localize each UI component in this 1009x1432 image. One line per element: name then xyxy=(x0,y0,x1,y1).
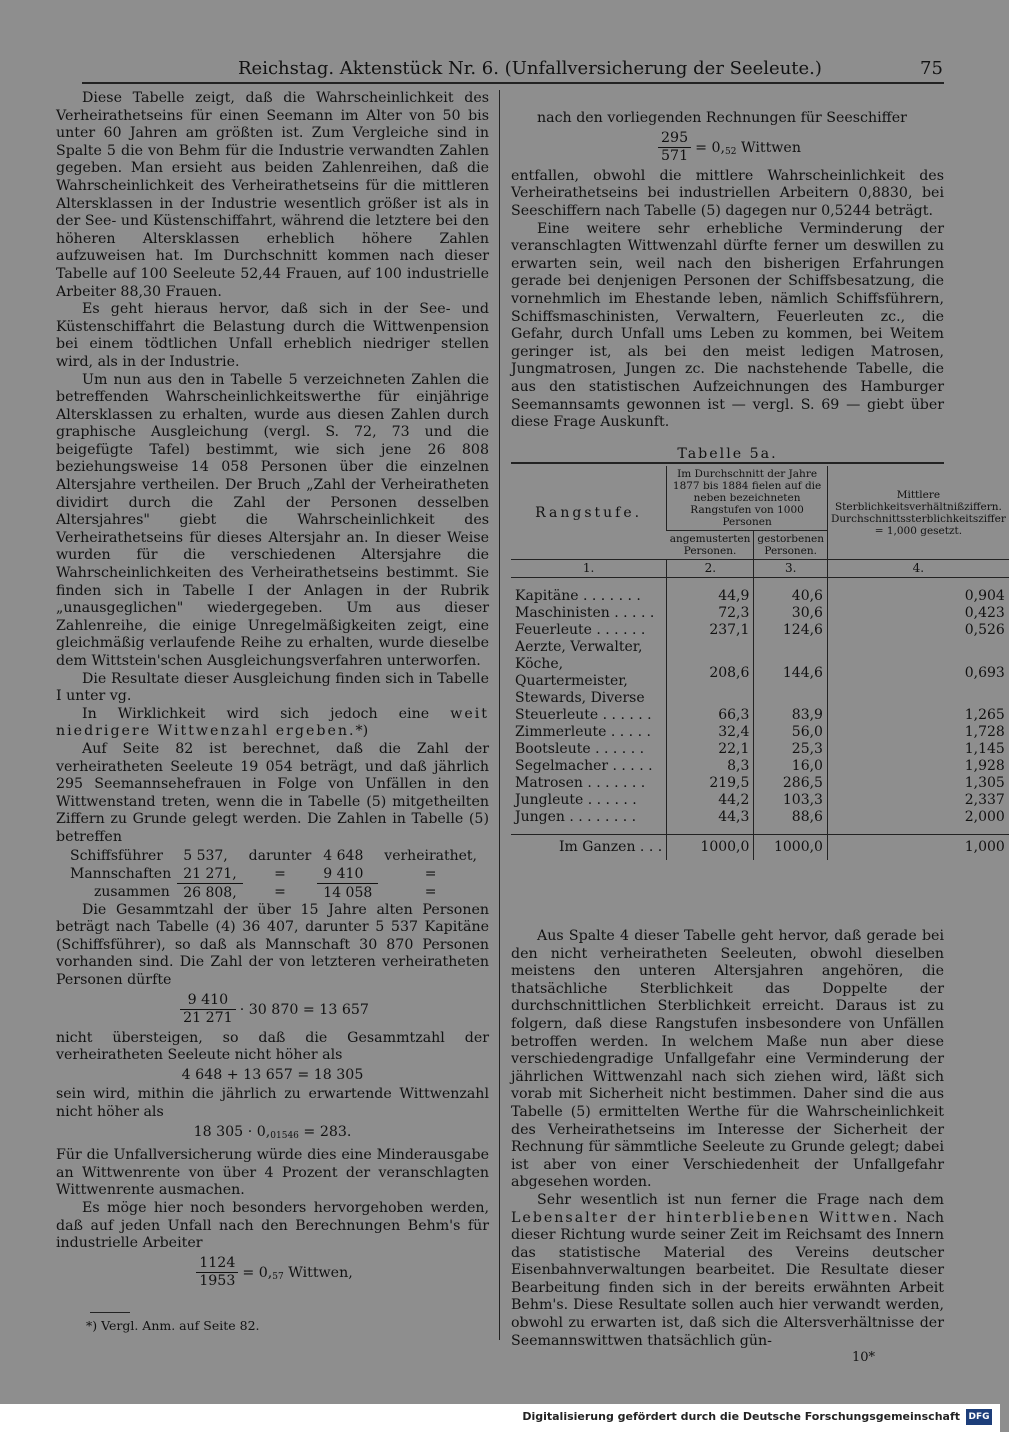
table-row: Jungleute . . . . . . xyxy=(515,792,637,808)
paragraph: Es geht hieraus hervor, daß sich in der See- und Küstenschiffahrt die Belastung durch die Wittwenpension bei einem tödtlichen Unfall erheblich niedriger stellen wird, als in der Industrie. xyxy=(56,301,489,370)
right-column-top xyxy=(511,110,944,463)
right-column-bottom xyxy=(511,928,944,1350)
table-row: Jungen . . . . . . . . xyxy=(515,809,637,825)
table-row: Bootsleute . . . . . . xyxy=(515,741,645,757)
paragraph: Um nun aus den in Tabelle 5 verzeichneten Zahlen die betreffenden Wahrscheinlichkeitswerthe für einjährige Altersklassen zu erhalten, wurde aus diesen Zahlen durch graphische Ausgleichung (vergl. S. 72, 73 und die beigefügte Tafel) bestimmt, wie sich jene 26 808 beziehungsweise 14 058 Personen über die einzelnen Altersjahre vertheilen. Der Bruch „Zahl der Verheiratheten dividirt durch die Zahl der Personen desselben Altersjahres" giebt die Wahrscheinlichkeit des Verheirathetseins für dieses Altersjahr an. In dieser Weise wurden für die verschiedenen Altersjahre die Wahrscheinlichkeiten des Verheirathetseins bestimmt. Sie finden sich in Tabelle I der Anlagen in der Rubrik „unausgeglichen" wiedergegeben. Um aus dieser Zahlenreihe, die einige Unregelmäßigkeiten zeigt, eine gleichmäßig verlaufende Reihe zu erhalten, wurde dieselbe dem Wittstein'schen Ausgleichungsverfahren unterworfen. xyxy=(56,371,489,669)
table-row: Segelmacher . . . . . xyxy=(515,758,653,774)
page-number: 75 xyxy=(920,58,943,79)
table-top-rule xyxy=(511,462,944,464)
paragraph: Auf Seite 82 ist berechnet, daß die Zahl der verheiratheten Seeleute 19 054 beträgt, und daß jährlich 295 Seemannsehefrauen in Folge von Unfällen in den Wittwenstand treten, wenn die in Tabelle (5) mitgetheilten Ziffern zu Grunde gelegt werden. Die Zahlen in Tabelle (5) betreffen xyxy=(56,740,489,845)
column-divider xyxy=(499,90,500,1340)
signature-mark: 10* xyxy=(852,1350,876,1365)
formula: $\frac{1124}{1953}$ = $0,_{57}$ Wittwen, xyxy=(56,1255,489,1291)
footer-bar xyxy=(0,1404,1000,1432)
formula: 4 648 + 13 657 = 18 305 xyxy=(181,1066,364,1083)
paragraph: entfallen, obwohl die mittlere Wahrscheinlichkeit des Verheirathetseins bei industriellen Arbeitern 0,8830, bei Seeschiffern nach Tabelle (5) dagegen nur 0,5244 beträgt. xyxy=(511,167,944,219)
paragraph: Die Gesammtzahl der über 15 Jahre alten Personen beträgt nach Tabelle (4) 36 407, darunter 5 537 Kapitäne (Schiffsführer), so daß als Mannschaft 30 870 Personen vorhanden sind. Die Zahl der von letzteren verheiratheten Personen dürfte xyxy=(56,901,489,988)
left-column xyxy=(56,90,489,1293)
dfg-logo-icon: DFG xyxy=(966,1409,992,1425)
table-row: Maschinisten . . . . . xyxy=(515,605,655,621)
footnote-rule xyxy=(90,1312,130,1313)
table-row: Zimmerleute . . . . . xyxy=(515,724,651,740)
table-row: Aerzte, Verwalter, Köche, Quartermeister, Stewards, Diverse xyxy=(515,639,645,706)
paragraph: nach den vorliegenden Rechnungen für Seeschiffer xyxy=(537,110,907,126)
paragraph: Für die Unfallversicherung würde dies eine Minderausgabe an Wittwenrente von über 4 Prozent der veranschlagten Wittwenrente ausmachen. xyxy=(56,1147,489,1199)
paragraph: Die Resultate dieser Ausgleichung finden sich in Tabelle I unter vg. xyxy=(56,670,489,705)
paragraph: Eine weitere sehr erhebliche Verminderung der veranschlagten Wittwenzahl dürfte ferner um deswillen zu erwarten sein, weil nach den bisherigen Erfahrungen gerade bei denjenigen Personen der Schiffsbesatzung, die vornehmlich im Ehestande leben, nämlich Schiffsführern, Schiffsmaschinisten, Verwaltern, Feuerleuten zc., die Gefahr, durch Unfall ums Leben zu kommen, bei Weitem geringer ist, als bei den meist ledigen Matrosen, Jungmatrosen, Jungen zc. Die nachstehende Tabelle, die aus den statistischen Aufzeichnungen des Hamburger Seemannsamts gewonnen ist — vergl. S. 69 — giebt über diese Frage Auskunft. xyxy=(511,220,944,431)
formula: 18 $305 \cdot 0,_{01546} = 283$. xyxy=(193,1123,352,1141)
running-head: Reichstag. Aktenstück Nr. 6. (Unfallversicherung der Seeleute.) xyxy=(238,58,822,79)
paragraph: Es möge hier noch besonders hervorgehoben werden, daß auf jeden Unfall nach den Berechnungen Behm's für industrielle Arbeiter xyxy=(56,1200,489,1252)
table-row: Matrosen . . . . . . . xyxy=(515,775,646,791)
formula: $\frac{295}{571}$ = $0,_{52}$ Wittwen xyxy=(511,130,944,166)
table-total-row: Im Ganzen . . . xyxy=(511,835,667,861)
calc-table: Schiffsführer 5 537, darunter 4 648 verheirathet, Mannschaften 21 271, = 9 410 = zusammen 26 808, = 14 058 = xyxy=(70,847,478,901)
table-title: Tabelle 5a. xyxy=(677,445,778,462)
paragraph: In Wirklichkeit wird sich jedoch eine weit niedrigere Wittwenzahl ergeben.*) xyxy=(56,705,489,740)
footnote: *) Vergl. Anm. auf Seite 82. xyxy=(86,1318,260,1333)
paragraph: nicht übersteigen, so daß die Gesammtzahl der verheiratheten Seeleute nicht höher als xyxy=(56,1029,489,1064)
footer-credit: Digitalisierung gefördert durch die Deutsche Forschungsgemeinschaft xyxy=(522,1410,960,1423)
paragraph: Sehr wesentlich ist nun ferner die Frage nach dem Lebensalter der hinterbliebenen Wittwen. Nach dieser Richtung wurde seiner Zeit im Reichsamt des Innern das statistische Material des Vereins deutscher Eisenbahnverwaltungen bearbeitet. Die Resultate dieser Bearbeitung finden sich in der bereits erwähnten Arbeit Behm's. Diese Resultate sollen auch hier verwandt werden, obwohl zu erwarten ist, daß sich die Altersverhältnisse der Seemannswittwen thatsächlich gün- xyxy=(511,1191,945,1349)
table-row: Steuerleute . . . . . . xyxy=(515,707,652,723)
table-row: Kapitäne . . . . . . . xyxy=(515,588,641,604)
paragraph: Diese Tabelle zeigt, daß die Wahrscheinlichkeit des Verheirathetseins für einen Seemann im Alter von 50 bis unter 60 Jahren am größten ist. Zum Vergleiche sind in Spalte 5 die von Behm für die Industrie verwandten Zahlen gegeben. Man ersieht aus beiden Zahlenreihen, daß die Wahrscheinlichkeit des Verheirathetseins für die mittleren Altersklassen in der Industrie wesentlich größer ist als in der See- und Küstenschiffahrt, während die letztere bei den höheren Altersklassen erheblich höhere Zahlen aufzuweisen hat. Im Durchschnitt kommen nach dieser Tabelle auf 100 Seeleute 52,44 Frauen, auf 100 industrielle Arbeiter 88,30 Frauen. xyxy=(56,90,489,300)
table-row: Feuerleute . . . . . . xyxy=(515,622,646,638)
header-rule xyxy=(82,82,944,84)
formula: $\frac{9 410}{21 271}$ · 30 870 = 13 657 xyxy=(56,992,489,1028)
rank-table: Rangstufe. Im Durchschnitt der Jahre 1877 bis 1884 fielen auf die neben bezeichneten Rangstufen von 1000 Personen Mittlere Sterblichkeitsverhältnißziffern. Durchschnittssterblichkeitsziffer = 1,000 gesetzt. angemusterten Personen. gestorbenen Personen. 1. 2. 3. 4. Kapitäne . . . . . . . 44,9 40,6 0,904 Maschinisten . . . . . 72,3 30,6 0,423 Feuerleute . . . . . . 237,1 124,6 0,526 Aerzte, Verwalter, Köche, Quartermeister, Stewards, Diverse 208,6 144,6 0,693 Steuerleute . . . . . . 66,3 83,9 1,265 Zimmerleute . . . . . 32,4 56,0 1,728 Bootsleute . . . . . . 22,1 25,3 1,145 Segelmacher . . . . . 8,3 16,0 1,928 Matrosen . . . . . . . 219,5 286,5 1,305 Jungleute . . . . . . 44,2 103,3 2,337 Jungen . . . . . . . . 44,3 88,6 2,000 Im Ganzen . . . 1000,0 1000,0 1,000 xyxy=(511,466,1009,860)
paragraph: sein wird, mithin die jährlich zu erwartende Wittwenzahl nicht höher als xyxy=(56,1086,489,1121)
paragraph: Aus Spalte 4 dieser Tabelle geht hervor, daß gerade bei den nicht verheiratheten Seeleuten, obwohl dieselben meistens den unteren Altersjahren angehören, die thatsächliche Sterblichkeit das Doppelte der durchschnittlichen Sterblichkeit erreicht. Daraus ist zu folgern, daß diese Rangstufen insbesondere von Unfällen betroffen werden. In welchem Maße nun aber diese verschiedengradige Unfallgefahr eine Verminderung der jährlichen Wittwenzahl nach sich ziehen wird, läßt sich vorab mit Sicherheit nicht bestimmen. Daher sind die aus Tabelle (5) ermittelten Werthe für die Wahrscheinlichkeit des Verheirathetseins im Interesse der Sicherheit der Rechnung für sämmtliche Seeleute zu Grunde gelegt; dabei ist aber von einer Verschiedenheit der Unfallgefahr abgesehen worden. xyxy=(511,928,944,1191)
